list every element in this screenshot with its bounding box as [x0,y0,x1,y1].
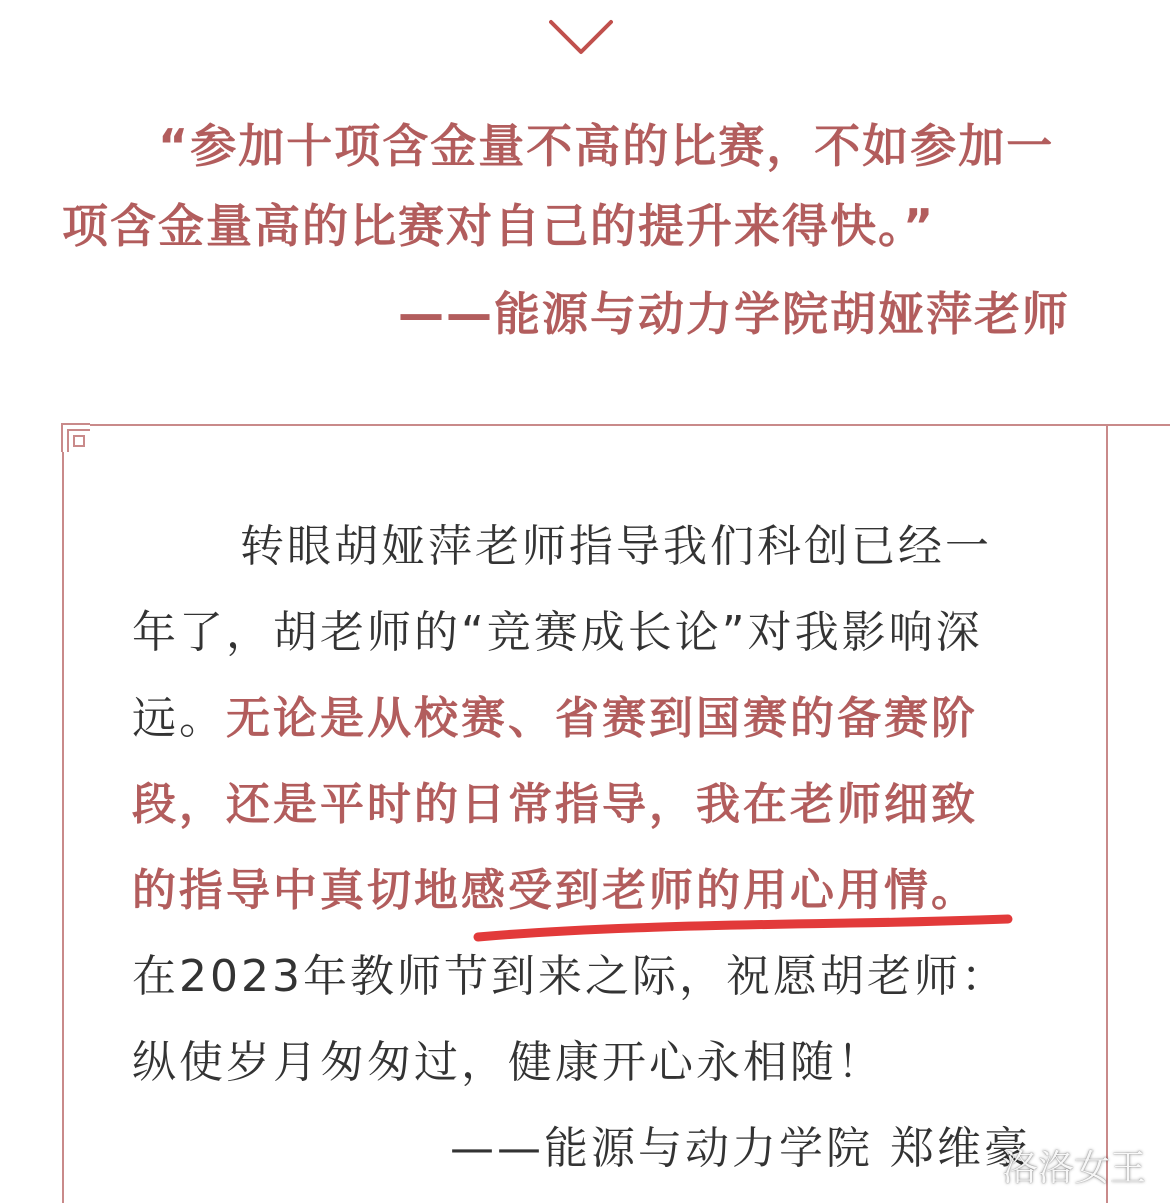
letter-line-7: 纵使岁月匆匆过，健康开心永相随！ [132,1037,884,1088]
letter-line-3 [132,682,978,746]
letter-line-3-highlight: 无论是从校赛、省赛到国赛的备赛阶 [226,693,978,744]
letter-line-2: 年了，胡老师的“竞赛成长论”对我影响深 [132,607,983,658]
quote-line-1: “参加十项含金量不高的比赛，不如参加一 [158,119,1055,173]
watermark: 洛洛女王 [1002,1148,1147,1189]
letter-line-1: 转眼胡娅萍老师指导我们科创已经一 [240,521,992,572]
letter-line-4-highlight: 段，还是平时的日常指导，我在老师细致 [132,779,978,830]
red-underline-stroke [470,905,1015,950]
letter-frame-right-border [1106,424,1108,1203]
chevron-down-icon [549,18,613,58]
frame-corner-ornament-icon [60,422,92,454]
letter-line-5-highlight: 的指导中真切地感受到老师的用心用情。 [132,865,978,916]
letter-line-3-plain: 远。 [132,693,226,744]
quote-attribution: ——能源与动力学院胡娅萍老师 [398,287,1070,341]
letter-line-6: 在2023年教师节到来之际，祝愿胡老师： [132,951,1008,1002]
letter-signature: ——能源与动力学院 郑维豪 [450,1123,1031,1174]
quote-line-2: 项含金量高的比赛对自己的提升来得快。” [62,199,936,253]
